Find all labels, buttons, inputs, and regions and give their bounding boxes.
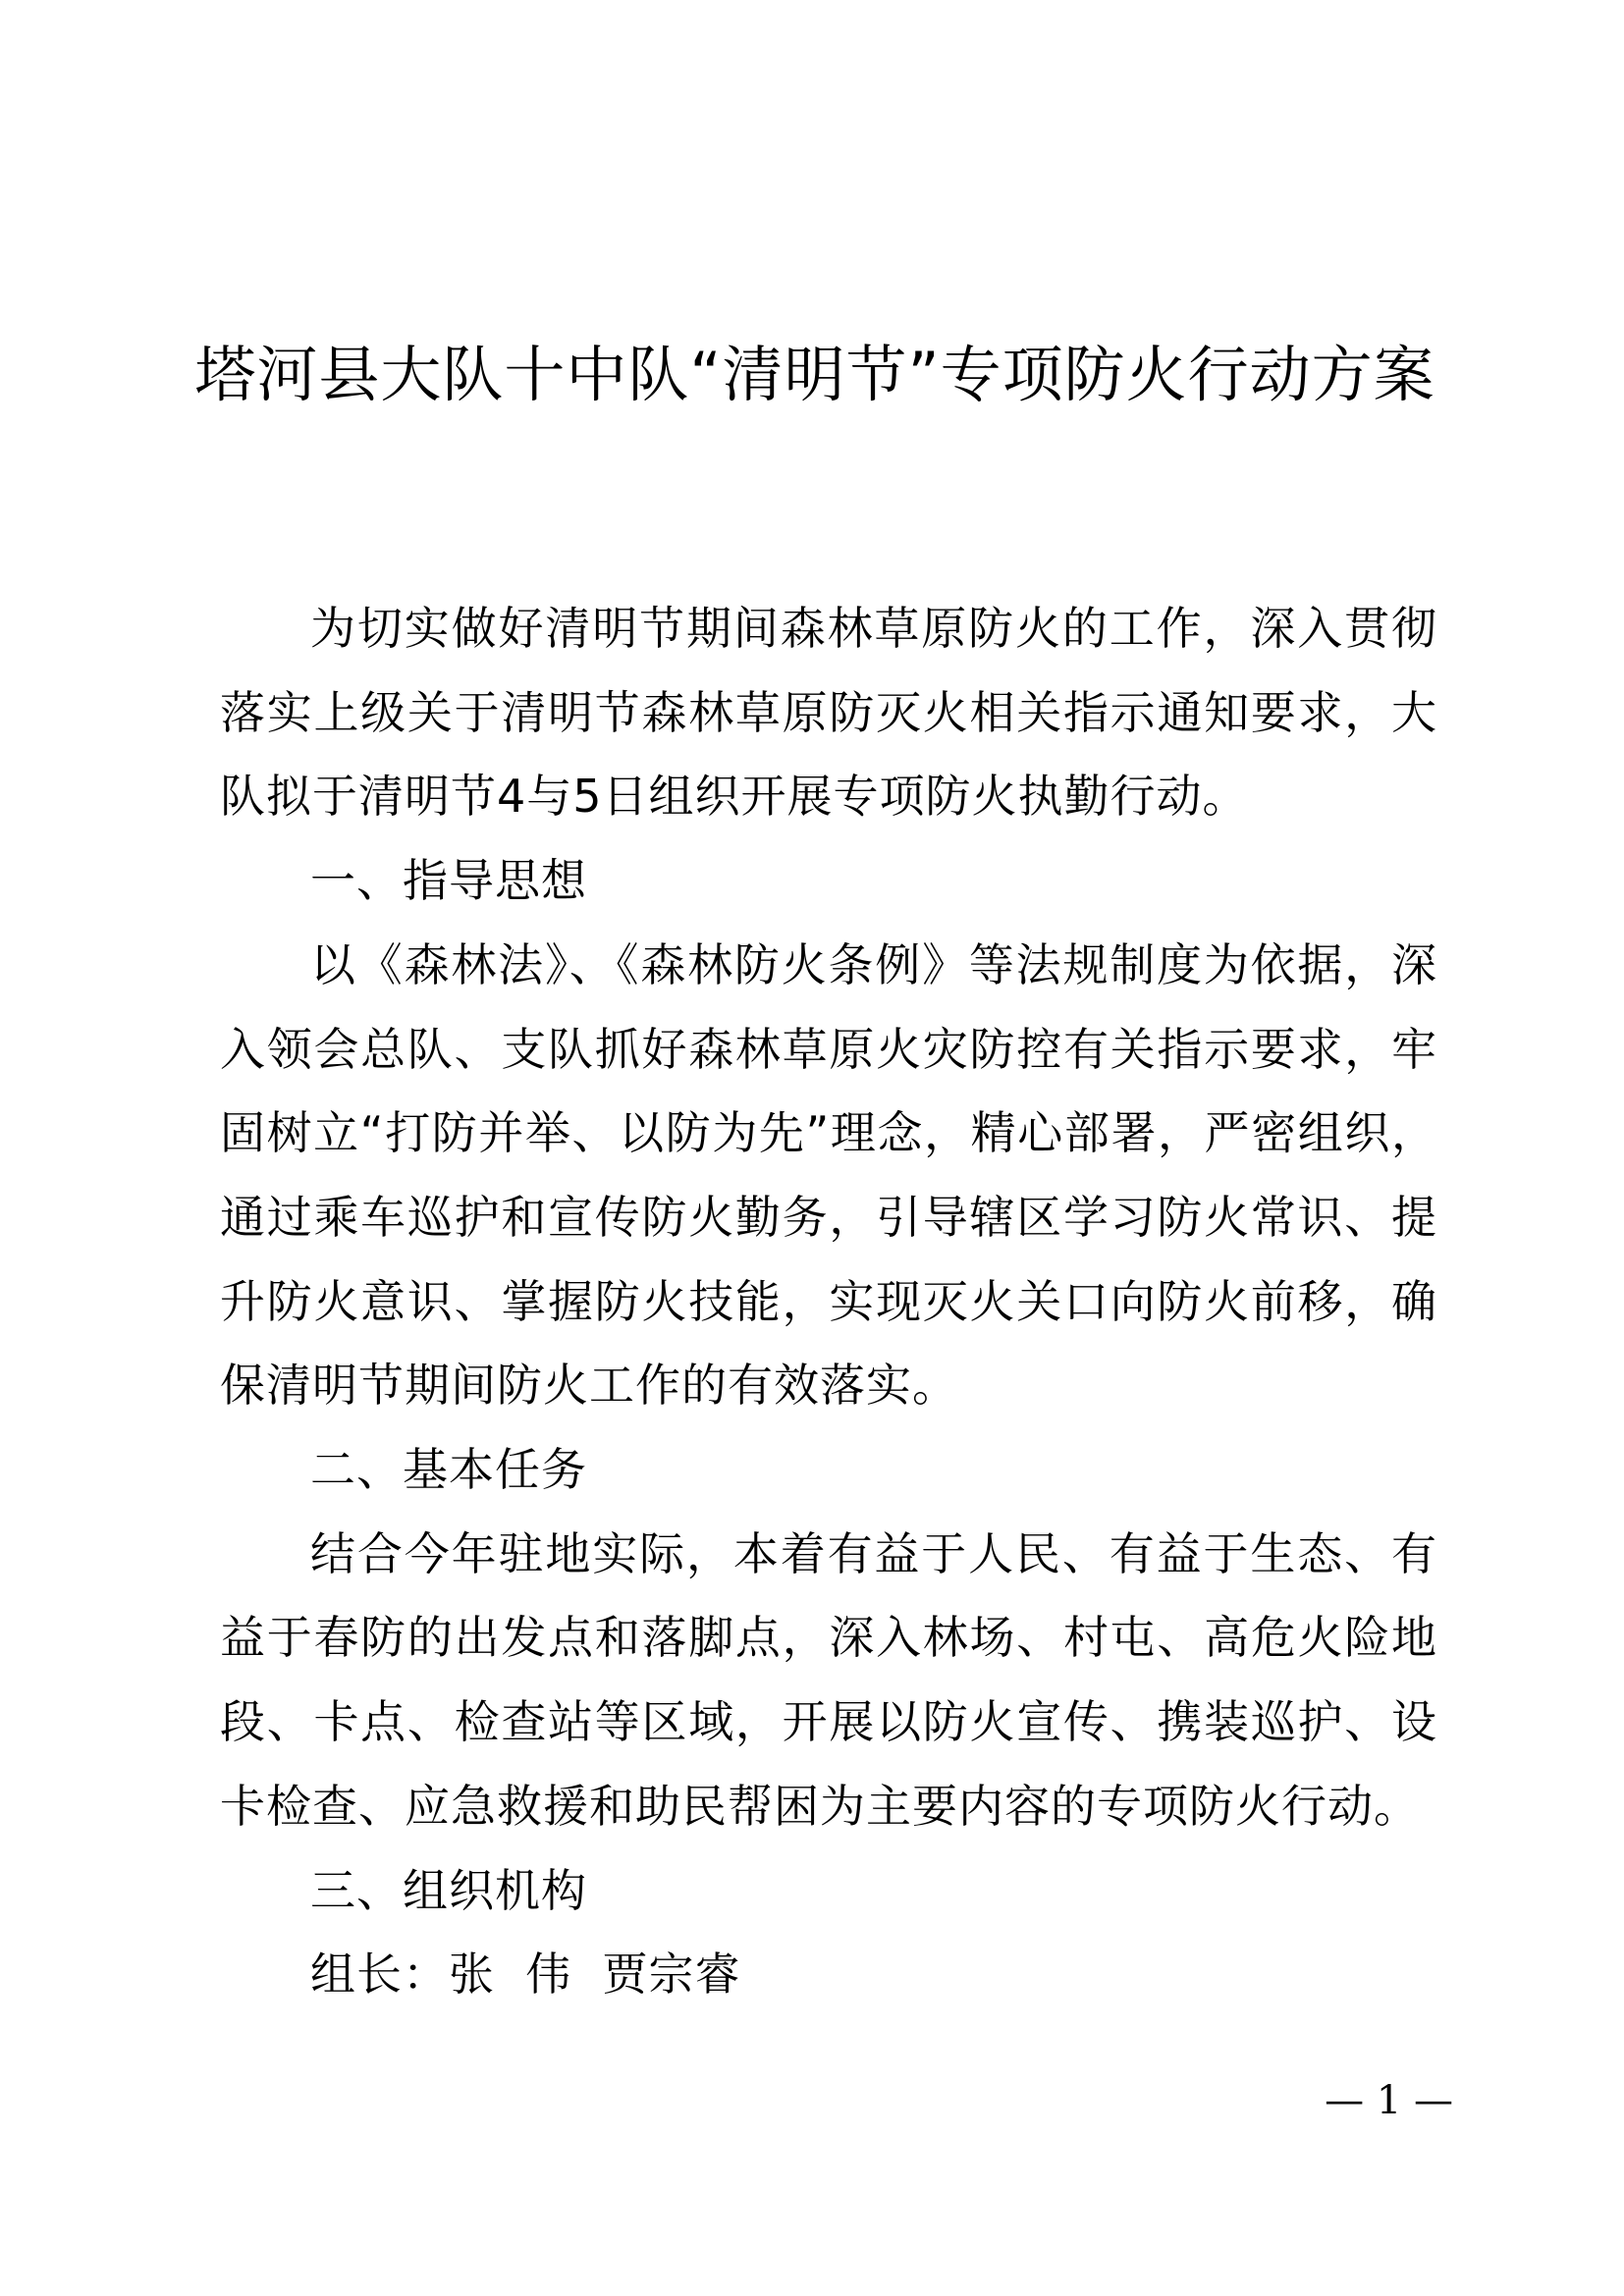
document-body	[220, 587, 1437, 2017]
page-number: — 1 —	[1325, 2078, 1453, 2123]
document-title: 塔河县大队十中队“清明节”专项防火行动方案	[194, 339, 1435, 410]
group-leader-line: 组长：张 伟 贾宗睿	[310, 1948, 741, 2002]
section-heading-guiding-ideology: 一、指导思想	[310, 854, 587, 908]
intro-paragraph: 为切实做好清明节期间森林草原防火的工作，深入贯彻落实上级关于清明节森林草原防灭火相关指示通知要求，大队拟于清明节4与5日组织开展专项防火执勤行动。	[220, 602, 1437, 824]
basic-tasks-paragraph: 结合今年驻地实际，本着有益于人民、有益于生态、有益于春防的出发点和落脚点，深入林场、村屯、高危火险地段、卡点、检查站等区域，开展以防火宣传、携装巡护、设卡检查、应急救援和助民帮困为主要内容的专项防火行动。	[220, 1526, 1437, 1833]
section-heading-organization: 三、组织机构	[310, 1863, 587, 1917]
guiding-ideology-paragraph: 以《森林法》、《森林防火条例》等法规制度为依据，深入领会总队、支队抓好森林草原火灾防控有关指示要求，牢固树立“打防并举、以防为先”理念，精心部署，严密组织，通过乘车巡护和宣传防火勤务，引导辖区学习防火常识、提升防火意识、掌握防火技能，实现灭火关口向防火前移，确保清明节期间防火工作的有效落实。	[220, 937, 1437, 1413]
section-heading-basic-tasks: 二、基本任务	[310, 1443, 587, 1497]
